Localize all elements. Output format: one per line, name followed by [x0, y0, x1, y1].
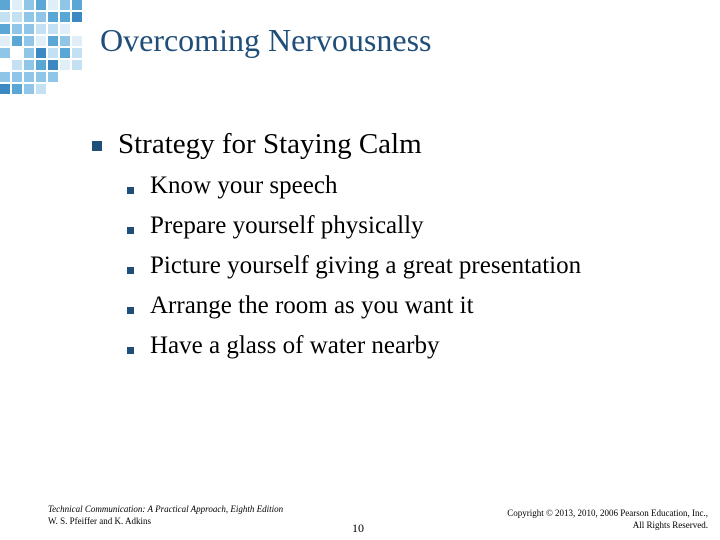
mosaic-tile: [36, 0, 46, 10]
mosaic-tile: [60, 12, 70, 22]
mosaic-tile: [36, 84, 46, 94]
footer-copyright: [507, 507, 708, 531]
mosaic-tile: [36, 24, 46, 34]
mosaic-tile: [24, 36, 34, 46]
mosaic-tile: [0, 0, 10, 10]
mosaic-tile: [12, 60, 22, 70]
page-number: 10: [352, 521, 364, 535]
mosaic-tile: [36, 48, 46, 58]
bullet-icon: [127, 347, 134, 354]
mosaic-tile: [72, 36, 82, 46]
list-item: Prepare yourself physically: [150, 212, 424, 239]
mosaic-tile: [24, 72, 34, 82]
bullet-icon: [127, 267, 134, 274]
mosaic-tile: [60, 48, 70, 58]
mosaic-tile: [48, 12, 58, 22]
mosaic-tile: [24, 0, 34, 10]
mosaic-tile: [48, 24, 58, 34]
mosaic-tile: [12, 0, 22, 10]
mosaic-tile: [0, 48, 10, 58]
copyright-line-2: All Rights Reserved.: [632, 520, 708, 530]
mosaic-tile: [48, 0, 58, 10]
mosaic-tile: [36, 60, 46, 70]
list-item: Arrange the room as you want it: [150, 292, 474, 319]
mosaic-tile: [12, 36, 22, 46]
mosaic-tile: [12, 24, 22, 34]
bullet-icon: [127, 227, 134, 234]
mosaic-tile: [60, 24, 70, 34]
mosaic-tile: [12, 12, 22, 22]
mosaic-tile: [60, 0, 70, 10]
mosaic-tile: [0, 24, 10, 34]
mosaic-tile: [36, 36, 46, 46]
footer-book-title: Technical Communication: A Practical Approach, Eighth Edition: [48, 504, 284, 514]
footer-authors: W. S. Pfeiffer and K. Adkins: [48, 516, 151, 526]
mosaic-tile: [72, 12, 82, 22]
list-item: Have a glass of water nearby: [150, 332, 440, 359]
mosaic-tile: [0, 12, 10, 22]
mosaic-tile: [36, 12, 46, 22]
mosaic-tile: [12, 84, 22, 94]
bullet-icon: [127, 307, 134, 314]
mosaic-tile: [60, 36, 70, 46]
mosaic-tile: [24, 84, 34, 94]
mosaic-tile: [24, 24, 34, 34]
footer-citation: [48, 503, 283, 527]
decorative-tile-mosaic: [0, 0, 90, 100]
mosaic-tile: [0, 36, 10, 46]
mosaic-tile: [0, 72, 10, 82]
slide-title: Overcoming Nervousness: [100, 22, 432, 58]
mosaic-tile: [12, 72, 22, 82]
mosaic-tile: [48, 72, 58, 82]
mosaic-tile: [36, 72, 46, 82]
mosaic-tile: [24, 60, 34, 70]
mosaic-tile: [24, 48, 34, 58]
list-item: Picture yourself giving a great presentation: [150, 252, 582, 279]
mosaic-tile: [72, 60, 82, 70]
mosaic-tile: [24, 12, 34, 22]
copyright-line-1: Copyright © 2013, 2010, 2006 Pearson Education, Inc.,: [507, 508, 708, 518]
mosaic-tile: [0, 84, 10, 94]
slide-heading: Strategy for Staying Calm: [118, 128, 422, 160]
mosaic-tile: [72, 48, 82, 58]
bullet-icon: [92, 141, 102, 151]
list-item: Know your speech: [150, 172, 338, 199]
mosaic-tile: [60, 60, 70, 70]
mosaic-tile: [48, 60, 58, 70]
mosaic-tile: [72, 0, 82, 10]
bullet-icon: [127, 187, 134, 194]
mosaic-tile: [48, 36, 58, 46]
mosaic-tile: [48, 48, 58, 58]
